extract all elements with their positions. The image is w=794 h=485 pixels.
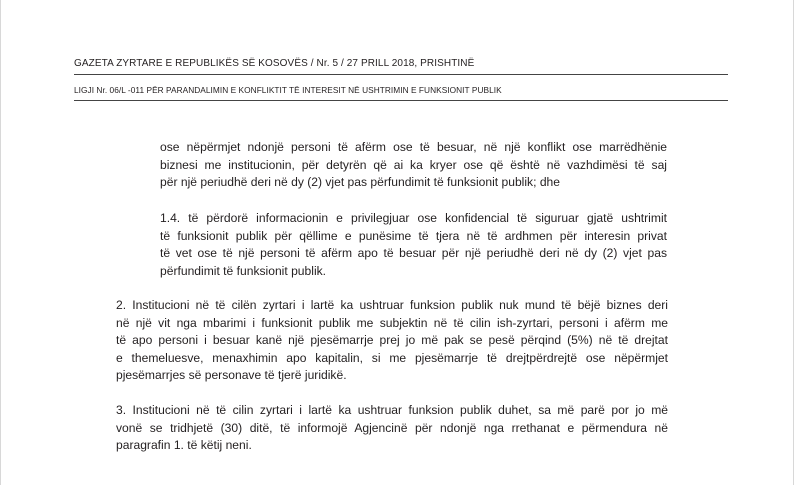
- paragraph-continuation: [160, 139, 667, 192]
- text-line: të funksionit publik për qëllime e punësime të tjera në të ardhmen për interesin privat: [160, 228, 667, 243]
- text-line: e themeluesve, menaxhimin apo kapitalin, si me pjesëmarrje të drejtpërdrejtë ose nëpërmjet: [116, 350, 668, 365]
- text-line: ose nëpërmjet ndonjë personi të afërm ose të besuar, në një konflikt ose marrëdhënie: [160, 140, 667, 154]
- text-line: për një periudhë deri në dy (2) vjet pas përfundimit të funksionit publik; dhe: [160, 175, 560, 190]
- paragraph-item-1-4: [160, 210, 667, 280]
- text-line: 1.4. të përdorë informacionin e privilegjuar ose konfidencial të siguruar gjatë ushtrimit: [160, 211, 667, 225]
- text-line: vonë se tridhjetë (30) ditë, të informojë Agjencinë për ndonjë nga rrethanat e përmendura në: [116, 420, 668, 435]
- header-divider-top: [74, 74, 728, 75]
- text-line: të vet ose të një personi të afërm apo të besuar për një periudhë deri në dy (2) vjet pas: [160, 246, 667, 261]
- law-title-header: LIGJI Nr. 06/L -011 PËR PARANDALIMIN E KONFLIKTIT TË INTERESIT NË USHTRIMIN E FUNKSIONIT PUBLIK: [74, 85, 502, 95]
- text-line: biznesi me institucionin, për detyrën që ai ka kryer ose që është në vazhdimësi të saj: [160, 157, 667, 172]
- text-line: pjesëmarrjes së personave të tjerë juridikë.: [116, 368, 347, 383]
- paragraph-3: [116, 402, 668, 455]
- text-line: 3. Institucioni në të cilin zyrtari i lartë ka ushtruar funksion publik duhet, sa më parë por jo më: [116, 403, 668, 417]
- text-line: të apo personi i besuar kanë një pjesëmarrje prej jo më pak se pesë përqind (5%) në të drejtat: [116, 333, 668, 348]
- gazette-header: GAZETA ZYRTARE E REPUBLIKËS SË KOSOVËS / Nr. 5 / 27 PRILL 2018, PRISHTINË: [74, 58, 475, 69]
- text-line: në një vit nga mbarimi i funksionit publik me subjektin në të cilin ish-zyrtari, personi i afërm me: [116, 315, 668, 330]
- text-line: paragrafin 1. të këtij neni.: [116, 438, 252, 453]
- text-line: përfundimit të funksionit publik.: [160, 263, 327, 278]
- text-line: 2. Institucioni në të cilën zyrtari i lartë ka ushtruar funksion publik nuk mund të bëjë biznes deri: [116, 298, 668, 312]
- header-divider-bottom: [74, 100, 728, 101]
- paragraph-2: [116, 297, 668, 385]
